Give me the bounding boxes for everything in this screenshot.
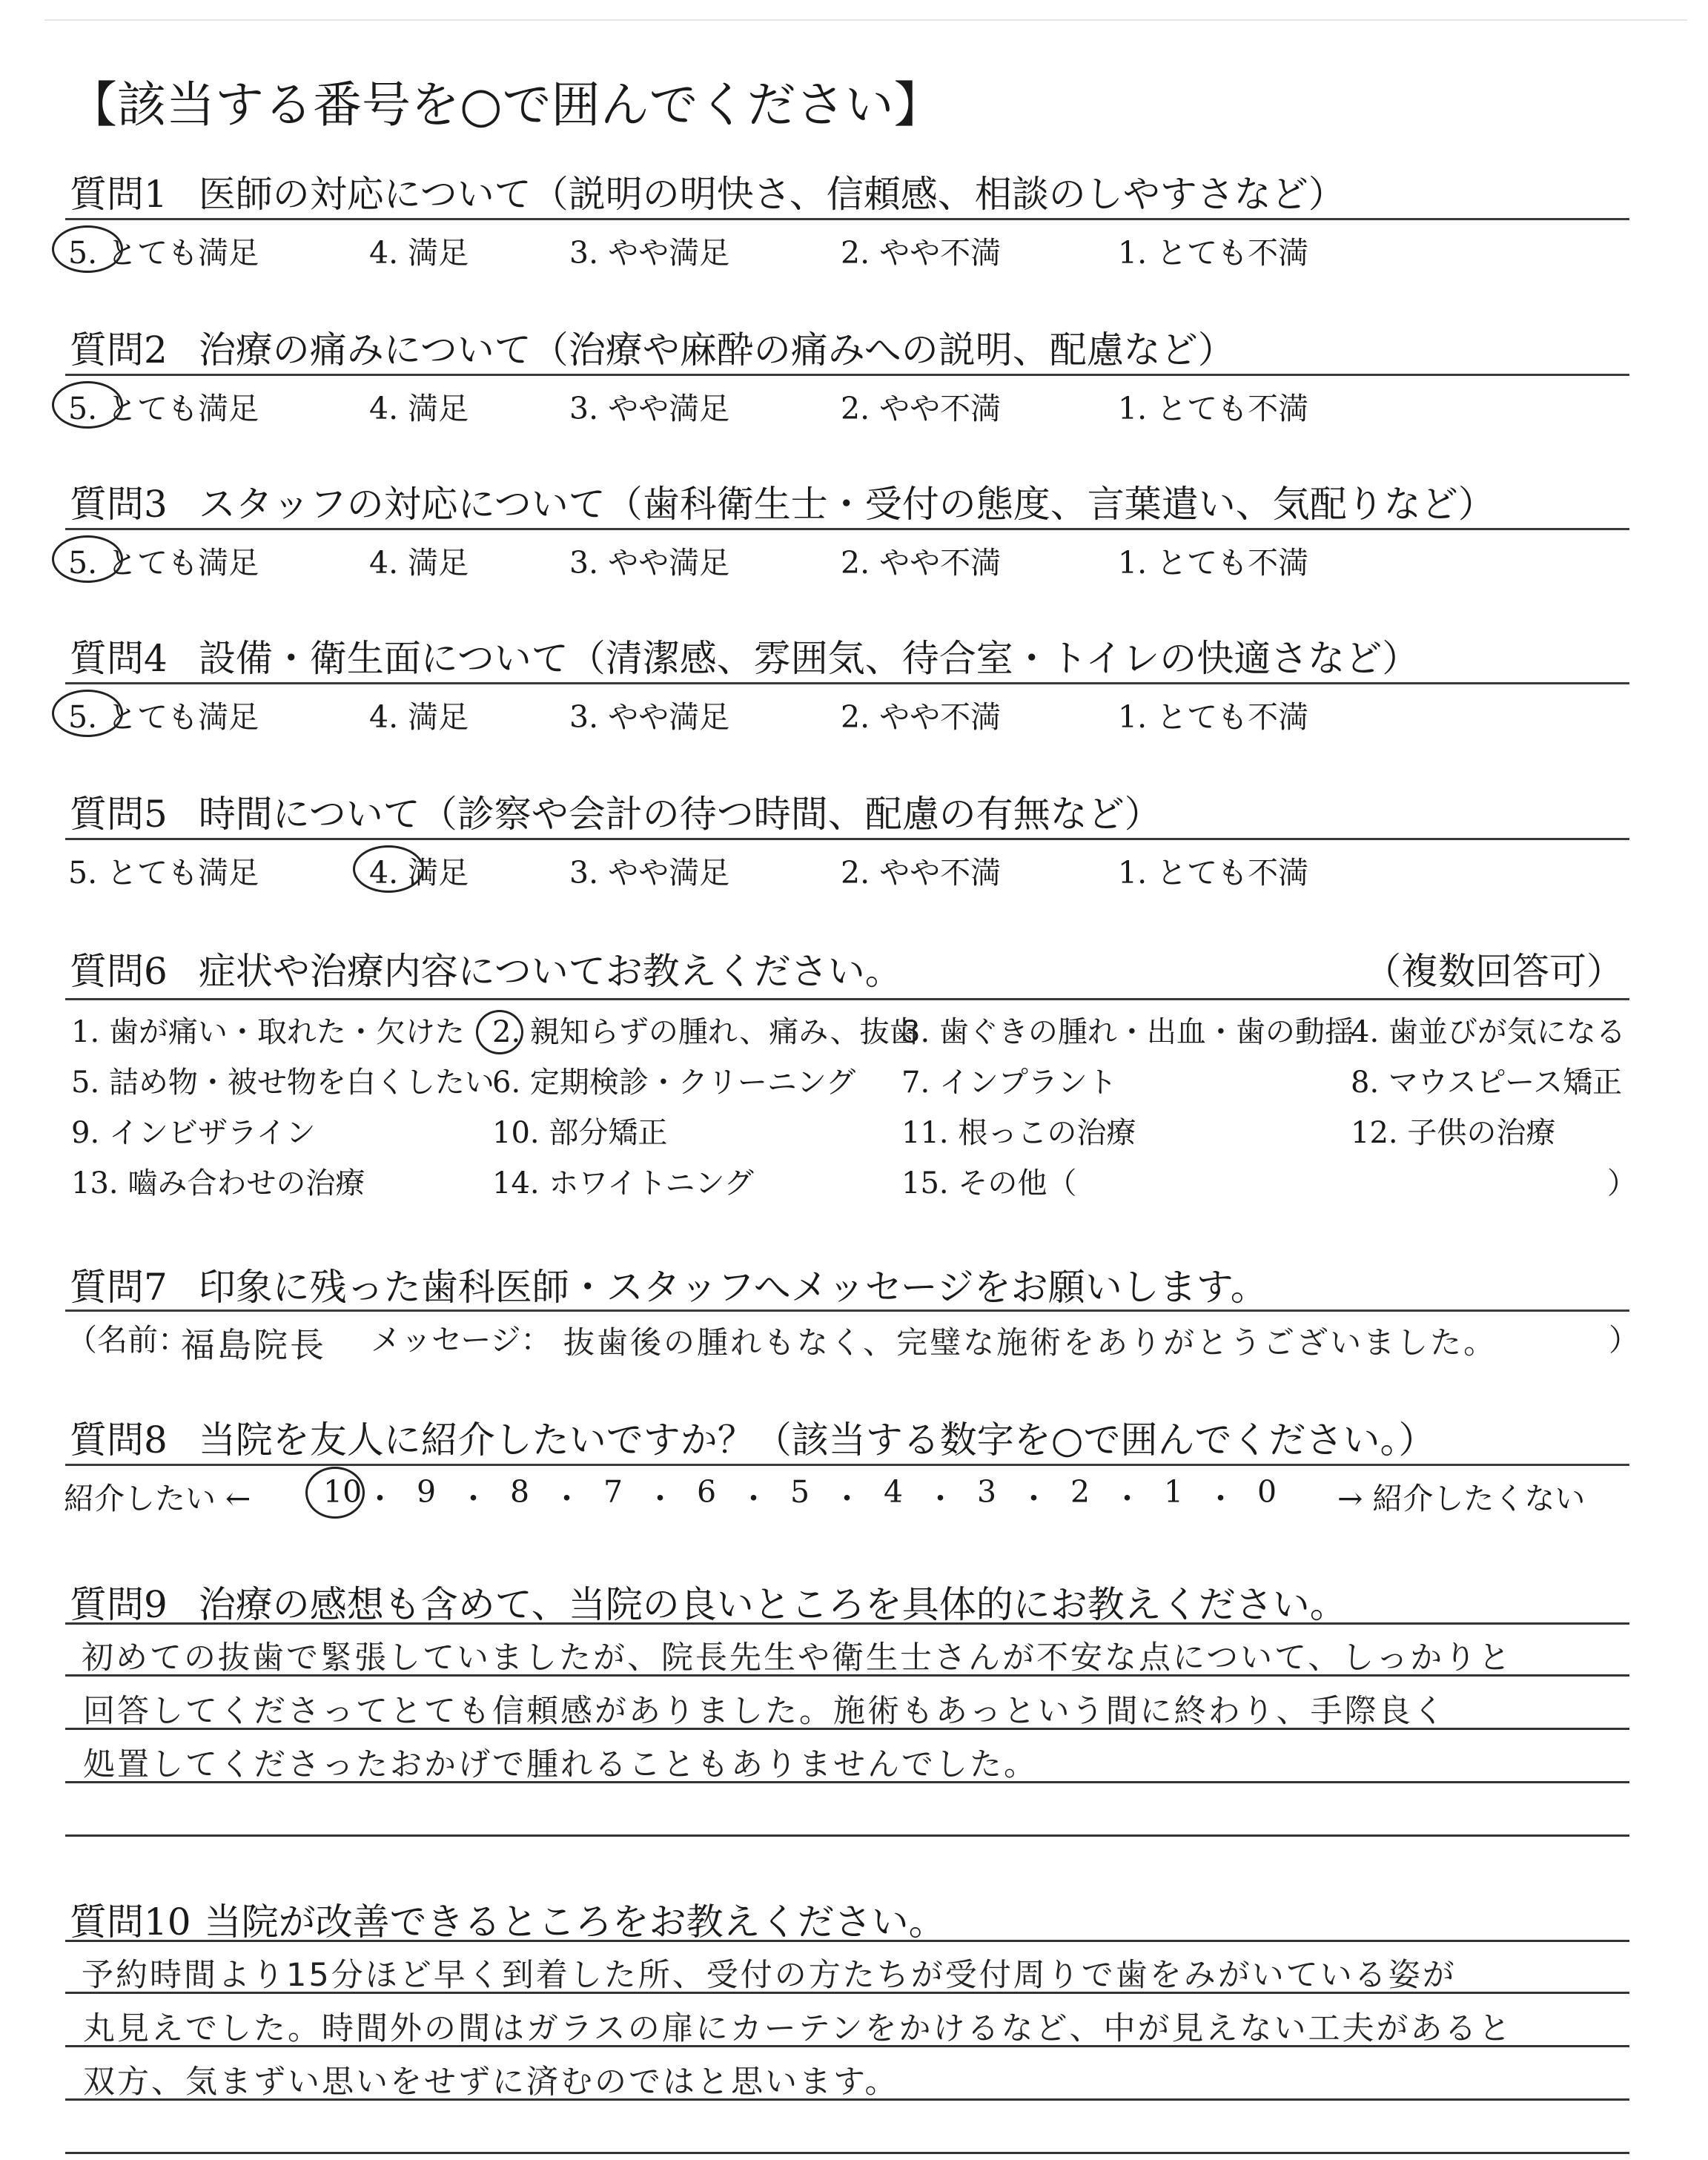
q9-label: 質問9 [70, 1583, 168, 1626]
q2-heading [70, 320, 1235, 374]
q4-option-1[interactable]: 1. とても不満 [1118, 699, 1309, 735]
q8-score-4[interactable]: 4 [884, 1474, 904, 1510]
q8-separator: ・ [1205, 1481, 1236, 1516]
q8-separator: ・ [552, 1481, 582, 1516]
q8-label: 質問8 [70, 1418, 168, 1462]
q3-selected-circle [52, 535, 123, 583]
q3-option-1[interactable]: 1. とても不満 [1118, 545, 1309, 581]
q8-heading [70, 1410, 1435, 1464]
q9-text: 治療の感想も含めて、当院の良いところを具体的にお教えください。 [198, 1583, 1347, 1626]
q2-text: 治療の痛みについて（治療や麻酔の痛みへの説明、配慮など） [198, 328, 1235, 371]
q6-note: （複数回答可） [1364, 950, 1623, 993]
q7-message-value[interactable]: 抜歯後の腫れもなく、完璧な施術をありがとうございました。 [563, 1324, 1497, 1361]
q3-label: 質問3 [70, 483, 168, 526]
q7-message-label: メッセージ： [371, 1322, 552, 1358]
q6-option-9[interactable]: 9. インビザライン [71, 1116, 316, 1150]
q8-separator: ・ [1112, 1481, 1142, 1516]
q8-separator: ・ [458, 1481, 489, 1516]
q2-selected-circle [52, 381, 123, 429]
q7-label: 質問7 [70, 1266, 168, 1309]
q4-selected-circle [52, 690, 123, 737]
q5-heading [70, 785, 1162, 838]
q6-option-12[interactable]: 12. 子供の治療 [1351, 1116, 1556, 1150]
q7-name-value[interactable]: 福島院長 [181, 1325, 326, 1365]
q10-line-rule [65, 2152, 1629, 2154]
q8-score-6[interactable]: 6 [697, 1474, 717, 1510]
q10-heading [70, 1892, 946, 1946]
q6-text: 症状や治療内容についてお教えください。 [198, 950, 902, 993]
q9-line-text[interactable]: 初めての抜歯で緊張していましたが、院長先生や衛生士さんが不安な点について、しっかりと [82, 1639, 1513, 1677]
q8-rule [65, 1464, 1629, 1466]
q5-option-1[interactable]: 1. とても不満 [1118, 855, 1309, 891]
top-border [44, 19, 1687, 21]
q10-top-rule [65, 1940, 1629, 1942]
q1-option-1[interactable]: 1. とても不満 [1118, 235, 1309, 271]
q8-score-0[interactable]: 0 [1257, 1474, 1277, 1510]
q3-option-2[interactable]: 2. やや不満 [841, 545, 1002, 581]
q4-heading [70, 629, 1419, 682]
q8-score-3[interactable]: 3 [977, 1474, 997, 1510]
q1-label: 質問1 [70, 173, 168, 216]
q7-close: ） [1609, 1322, 1639, 1358]
q5-text: 時間について（診察や会計の待つ時間、配慮の有無など） [198, 793, 1162, 836]
q5-option-2[interactable]: 2. やや不満 [841, 855, 1002, 891]
q9-heading [70, 1575, 1347, 1628]
q2-rule [65, 374, 1629, 376]
q4-option-4[interactable]: 4. 満足 [369, 699, 469, 735]
q8-separator: ・ [925, 1481, 956, 1516]
q5-option-4[interactable]: 4. 満足 [369, 855, 469, 891]
q7-heading [70, 1258, 1268, 1311]
q6-option-11[interactable]: 11. 根っこの治療 [901, 1116, 1136, 1150]
q9-line-rule [65, 1834, 1629, 1837]
q6-option-6[interactable]: 6. 定期検診・クリーニング [492, 1066, 856, 1100]
q2-label: 質問2 [70, 328, 168, 371]
q1-selected-circle [52, 225, 123, 273]
q8-score-5[interactable]: 5 [790, 1474, 810, 1510]
q8-score-2[interactable]: 2 [1070, 1474, 1090, 1510]
q2-option-5[interactable]: 5. とても満足 [68, 391, 259, 426]
q1-rule [65, 218, 1629, 220]
q4-label: 質問4 [70, 637, 168, 680]
q3-heading [70, 475, 1495, 528]
q2-option-2[interactable]: 2. やや不満 [841, 391, 1002, 426]
q6-option-4[interactable]: 4. 歯並びが気になる [1351, 1015, 1626, 1049]
q9-top-rule [65, 1622, 1629, 1625]
q1-option-5[interactable]: 5. とても満足 [68, 235, 259, 271]
q5-option-5[interactable]: 5. とても満足 [68, 855, 259, 891]
page-title: 【該当する番号を○で囲んでください】 [68, 76, 943, 133]
q2-option-4[interactable]: 4. 満足 [369, 391, 469, 426]
q4-option-2[interactable]: 2. やや不満 [841, 699, 1002, 735]
q8-left-label: 紹介したい ← [64, 1481, 251, 1516]
q10-label: 質問10 [70, 1900, 191, 1943]
q8-right-label: → 紹介したくない [1337, 1481, 1586, 1516]
q6-option-10[interactable]: 10. 部分矯正 [492, 1116, 668, 1150]
q2-option-1[interactable]: 1. とても不満 [1118, 391, 1309, 426]
q6-label: 質問6 [70, 950, 168, 993]
q6-selected-circle [476, 1010, 523, 1054]
q4-option-3[interactable]: 3. やや満足 [569, 699, 730, 735]
q1-text: 医師の対応について（説明の明快さ、信頼感、相談のしやすさなど） [198, 173, 1345, 216]
q6-option-13[interactable]: 13. 嚙み合わせの治療 [71, 1166, 365, 1200]
q3-text: スタッフの対応について（歯科衛生士・受付の態度、言葉遣い、気配りなど） [198, 483, 1495, 526]
q3-option-3[interactable]: 3. やや満足 [569, 545, 730, 581]
q6-option-5[interactable]: 5. 詰め物・被せ物を白くしたい [71, 1066, 494, 1100]
q8-score-7[interactable]: 7 [603, 1474, 623, 1510]
q9-line-text[interactable]: 回答してくださってとても信頼感がありました。施術もあっという間に終わり、手際良く [83, 1693, 1447, 1730]
q10-line-text[interactable]: 双方、気まずい思いをせずに済むのではと思います。 [83, 2064, 899, 2101]
q8-separator: ・ [645, 1481, 675, 1516]
q6-option-1[interactable]: 1. 歯が痛い・取れた・欠けた [71, 1015, 465, 1049]
q6-option-15[interactable]: 15. その他（ [901, 1166, 1077, 1200]
q8-separator: ・ [738, 1481, 769, 1516]
q1-option-4[interactable]: 4. 満足 [369, 235, 469, 271]
q7-name-label: （名前： [67, 1322, 188, 1358]
q10-line-text[interactable]: 予約時間より15分ほど早く到着した所、受付の方たちが受付周りで歯をみがいている姿が [82, 1957, 1457, 1994]
q8-text: 当院を友人に紹介したいですか？（該当する数字を○で囲んでください。） [198, 1418, 1436, 1462]
q8-separator: ・ [832, 1481, 862, 1516]
q3-option-5[interactable]: 5. とても満足 [68, 545, 259, 581]
q7-text: 印象に残った歯科医師・スタッフへメッセージをお願いします。 [198, 1266, 1268, 1309]
q4-option-5[interactable]: 5. とても満足 [68, 699, 259, 735]
q8-separator: ・ [365, 1481, 395, 1516]
q4-text: 設備・衛生面について（清潔感、雰囲気、待合室・トイレの快適さなど） [198, 637, 1420, 680]
q8-separator: ・ [1019, 1481, 1049, 1516]
q10-line-text[interactable]: 丸見えでした。時間外の間はガラスの扉にカーテンをかけるなど、中が見えない工夫があると [83, 2010, 1513, 2047]
q4-rule [65, 682, 1629, 684]
q6-option-3[interactable]: 3. 歯ぐきの腫れ・出血・歯の動揺 [901, 1015, 1354, 1049]
q8-selected-circle [305, 1467, 365, 1519]
q6-option-16: ） [1607, 1166, 1637, 1200]
q6-option-7[interactable]: 7. インプラント [901, 1066, 1117, 1100]
q5-selected-circle [353, 845, 424, 893]
q7-rule [65, 1309, 1629, 1312]
q9-line-text[interactable]: 処置してくださったおかげで腫れることもありませんでした。 [83, 1746, 1038, 1783]
q3-option-4[interactable]: 4. 満足 [369, 545, 469, 581]
q6-option-2[interactable]: 2. 親知らずの腫れ、痛み、抜歯 [492, 1015, 919, 1049]
q6-option-14[interactable]: 14. ホワイトニング [492, 1166, 754, 1200]
q8-score-10[interactable]: 10 [323, 1474, 363, 1510]
q2-option-3[interactable]: 3. やや満足 [569, 391, 730, 426]
q1-option-2[interactable]: 2. やや不満 [841, 235, 1002, 271]
q5-rule [65, 838, 1629, 840]
q8-score-9[interactable]: 9 [417, 1474, 437, 1510]
q6-heading [70, 942, 902, 995]
q6-option-8[interactable]: 8. マウスピース矯正 [1351, 1066, 1623, 1100]
q5-option-3[interactable]: 3. やや満足 [569, 855, 730, 891]
q10-text: 当院が改善できるところをお教えください。 [204, 1900, 946, 1943]
q5-label: 質問5 [70, 793, 168, 836]
q8-score-8[interactable]: 8 [510, 1474, 530, 1510]
q8-score-1[interactable]: 1 [1164, 1474, 1184, 1510]
q6-rule [65, 998, 1629, 1000]
q1-heading [70, 165, 1345, 218]
q3-rule [65, 528, 1629, 530]
q1-option-3[interactable]: 3. やや満足 [569, 235, 730, 271]
